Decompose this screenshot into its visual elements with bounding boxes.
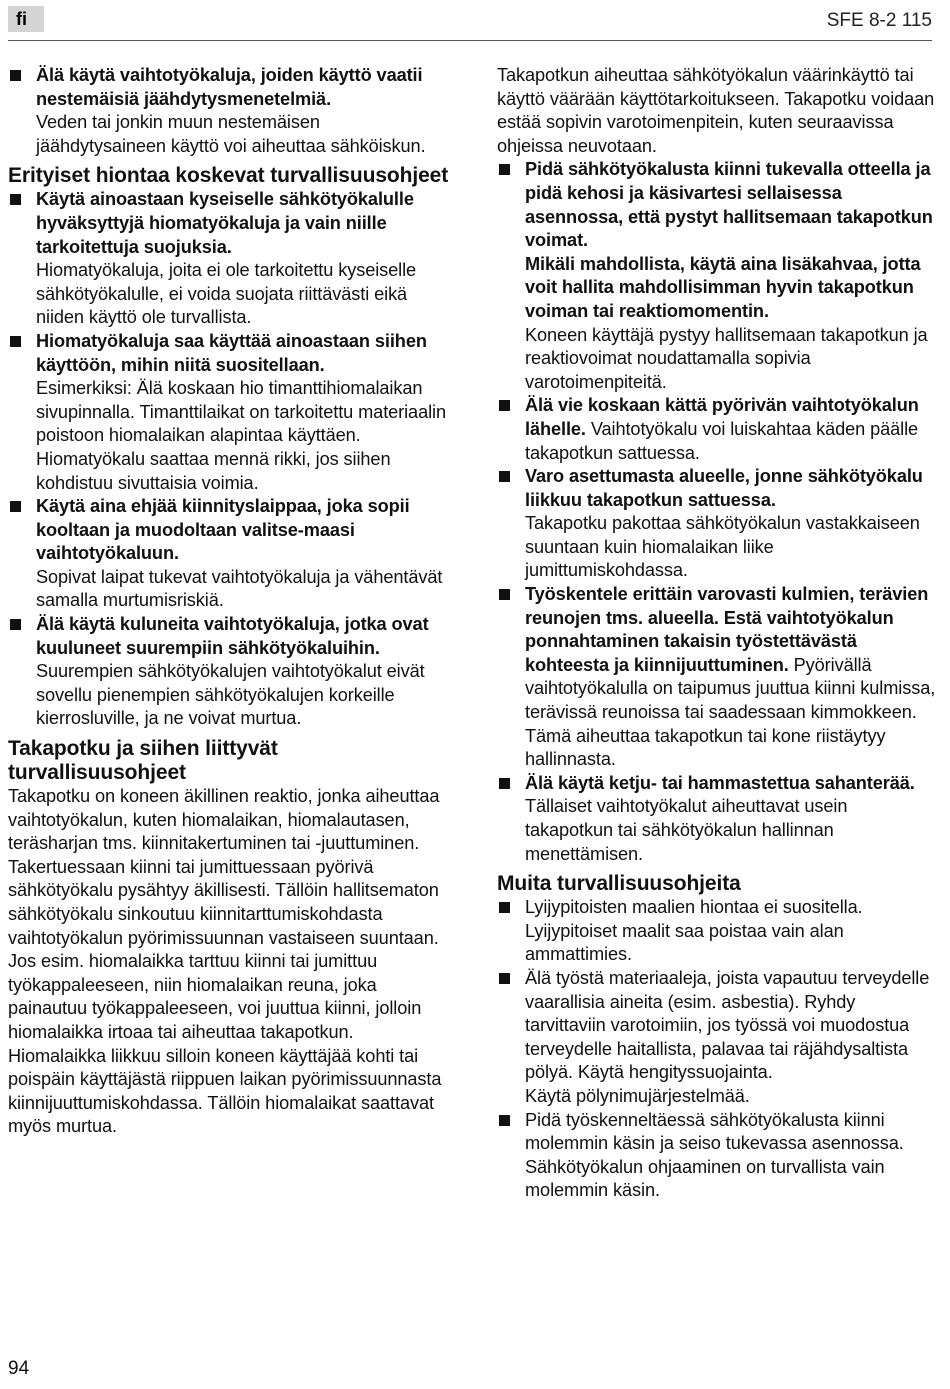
square-bullet-icon [499,778,510,789]
instruction-text: Pidä työskenneltäessä sähkötyökalusta kiinni molemmin käsin ja seiso tukevassa asennossa. Sähkötyökalun ohjaaminen on turvallista vain molemmin käsin. [525,1109,904,1201]
list-item [497,896,937,967]
instruction-text: Pyörivällä vaihtotyökalulla on taipumus juuttua kiinni kulmissa, terävissä reunoissa tai saadessaan kimmokkeen. Tämä aiheuttaa takapotkun tai kone riistäytyy hallinnasta. [525,654,936,770]
square-bullet-icon [10,70,21,81]
instruction-text: Suurempien sähkötyökalujen vaihtotyökalut eivät sovellu pienempien sähkötyökalujen korkeille kierrosluville, ja ne voivat murtua. [36,661,425,729]
list-item [497,394,937,465]
instruction-bold: Käytä aina ehjää kiinnityslaippaa, joka sopii kooltaan ja muodoltaan valitse-maasi vaihtotyökaluun. [36,496,410,564]
list-item [8,64,450,158]
list-item [497,158,937,394]
instruction-text: Koneen käyttäjä pystyy hallitsemaan takapotkun ja reaktiovoimat noudattamalla sopivia varotoimenpiteitä. [525,324,928,392]
instruction-bold: Älä käytä ketju- tai hammastettua sahanterää. [525,772,915,793]
header-divider [8,40,932,41]
instruction-bold: Älä käytä vaihtotyökaluja, joiden käyttö vaatii nestemäisiä jäähdytysmenetelmiä. [36,65,423,109]
section-heading: Takapotku ja siihen liittyvät turvallisuusohjeet [8,737,278,785]
right-column [497,64,937,1203]
page-number: 94 [8,1358,30,1379]
instruction-text: Älä työstä materiaaleja, joista vapautuu terveydelle vaarallisia aineita (esim. asbestia). Ryhdy tarvittaviin varotoimiin, jos työssä voi muodostua terveydelle haitallista, palavaa tai räjähdysaltista pölyä. Käytä hengityssuojainta. [525,967,930,1083]
instruction-text: Takapotku pakottaa sähkötyökalun vastakkaiseen suuntaan kuin hiomalaikan liike jumittumiskohdassa. [525,513,920,581]
instruction-bold: Varo asettumasta alueelle, jonne sähkötyökalu liikkuu takapotkun sattuessa. [525,466,923,510]
list-item [8,495,450,613]
paragraph: Takapotku on koneen äkillinen reaktio, jonka aiheuttaa vaihtotyökalun, kuten hiomalaikan, hiomalautasen, teräsharjan tms. kiinnitakertuminen tai -juuttuminen. [8,786,440,854]
square-bullet-icon [499,471,510,482]
language-tab: fi [8,6,44,32]
instruction-bold: Hiomatyökaluja saa käyttää ainoastaan siihen käyttöön, mihin niitä suositellaan. [36,330,427,375]
square-bullet-icon [499,164,510,175]
list-item [497,1109,937,1203]
square-bullet-icon [499,400,510,411]
square-bullet-icon [499,589,510,600]
instruction-text: Tällaiset vaihtotyökalut aiheuttavat usein takapotkun tai sähkötyökalun hallinnan menettämisen. [525,796,848,864]
list-item [497,583,937,772]
instruction-bold: Työskentele erittäin varovasti kulmien, terävien reunojen tms. alueella. Estä vaihtotyökalun ponnahtaminen takaisin työstettävästä kohteesta ja kiinnijuuttuminen. [525,584,929,675]
instruction-bold: Älä käytä kuluneita vaihtotyökaluja, jotka ovat kuuluneet suurempiin sähkötyökaluihin. [36,614,429,658]
list-item [497,967,937,1109]
instruction-text: Lyijypitoisten maalien hiontaa ei suositella. Lyijypitoiset maalit saa poistaa vain alan ammattimies. [525,897,863,965]
square-bullet-icon [10,619,21,630]
instruction-bold: Älä vie koskaan kättä pyörivän vaihtotyökalun lähelle. [525,395,919,439]
paragraph: Takapotkun aiheuttaa sähkötyökalun väärinkäyttö tai käyttö väärään käyttötarkoitukseen. Takapotku voidaan estää sopivin varotoimenpitein, kuten seuraavissa ohjeissa neuvotaan. [497,65,935,156]
square-bullet-icon [10,194,21,205]
instruction-bold: Pidä sähkötyökalusta kiinni tukevalla otteella ja pidä kehosi ja käsivartesi sellaisessa asennossa, että pystyt hallitsemaan takapotkun voimat. [525,159,933,251]
paragraph: Jos esim. hiomalaikka tarttuu kiinni tai jumittuu työkappaleeseen, niin hiomalaikan reuna, joka painautuu työkappaleeseen, voi juuttua kiinni, jolloin hiomalaikka irtoaa tai aiheuttaa takapotkun. Hiomalaikka liikkuu silloin koneen käyttäjää kohti tai poispäin käyttäjästä riippuen laikan pyörimissuunnasta kiinnijuuttumiskohdassa. Tällöin hiomalaikat saattavat myös murtua. [8,951,442,1137]
instruction-text: Veden tai jonkin muun nestemäisen jäähdytysaineen käyttö voi aiheuttaa sähköiskun. [36,112,426,156]
square-bullet-icon [499,1115,510,1126]
section-heading: Muita turvallisuusohjeita [497,872,741,896]
model-number: SFE 8-2 115 [826,10,932,31]
square-bullet-icon [10,336,21,347]
left-column [8,64,450,1139]
instruction-text: Vaihtotyökalu voi luiskahtaa käden päälle takapotkun sattuessa. [525,418,919,463]
instruction-text: Esimerkiksi: Älä koskaan hio timanttihiomalaikan sivupinnalla. Timanttilaikat on tarkoitettu materiaalin poistoon hiomalaikan alapintaa käyttäen. Hiomatyökalu saattaa mennä rikki, jos siihen kohdistuu sivuttaisia voimia. [36,378,446,493]
list-item [8,330,450,495]
list-item [8,188,450,330]
square-bullet-icon [10,501,21,512]
list-item [8,613,450,731]
instruction-bold: Mikäli mahdollista, käytä aina lisäkahvaa, jotta voit hallita mahdollisimman hyvin takapotkun voiman tai reaktiomomentin. [525,253,921,321]
paragraph: Takertuessaan kiinni tai jumittuessaan pyörivä sähkötyökalu pysähtyy äkillisesti. Tällöin hallitsematon sähkötyökalu sinkoutuu kiinnitarttumiskohdasta vaihtotyökalun pyörimissuunnan vastaiseen suuntaan. [8,856,439,948]
square-bullet-icon [499,902,510,913]
instruction-bold: Käytä ainoastaan kyseiselle sähkötyökalulle hyväksyttyjä hiomatyökaluja ja vain niille tarkoitettuja suojuksia. [36,189,414,257]
list-item [497,465,937,583]
section-heading: Erityiset hiontaa koskevat turvallisuusohjeet [8,164,449,188]
instruction-text: Käytä pölynimujärjestelmää. [525,1085,750,1106]
instruction-text: Hiomatyökaluja, joita ei ole tarkoitettu kyseiselle sähkötyökalulle, ei voida suojata riittävästi eikä niiden käyttö ole turvallista. [36,260,417,328]
square-bullet-icon [499,973,510,984]
list-item [497,772,937,866]
instruction-text: Sopivat laipat tukevat vaihtotyökaluja ja vähentävät samalla murtumisriskiä. [36,566,443,611]
